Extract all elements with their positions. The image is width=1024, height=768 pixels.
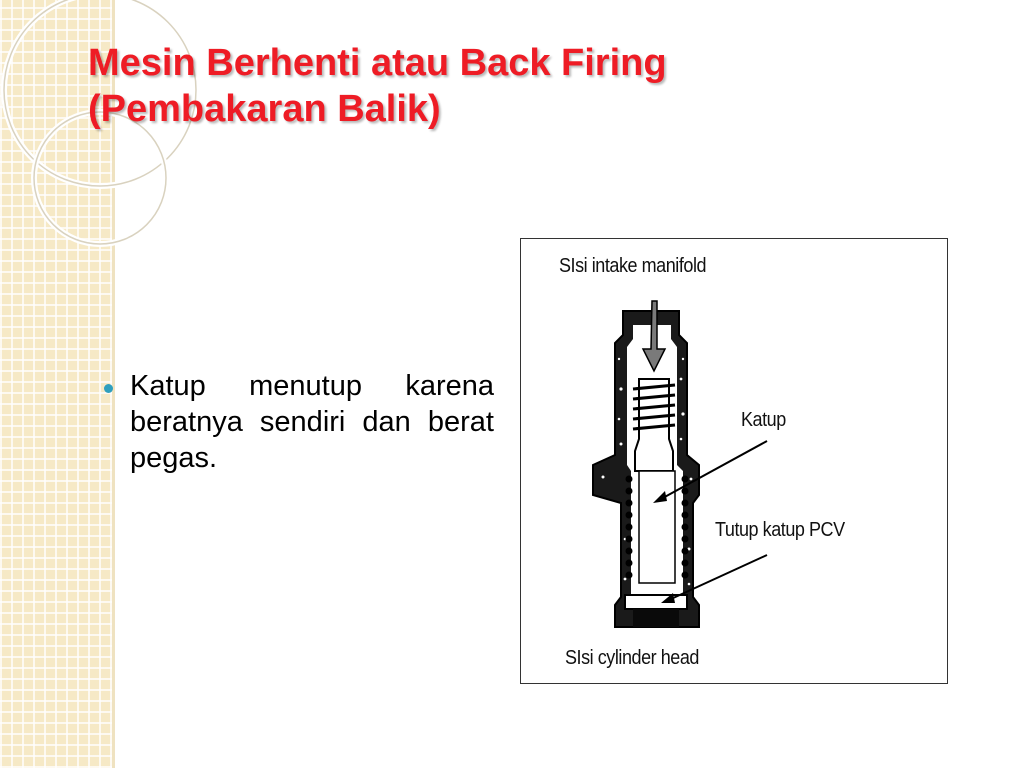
label-katup: Katup bbox=[741, 409, 786, 431]
bullet-item-text: Katup menutup karena beratnya sendiri dan berat pegas. bbox=[130, 370, 494, 474]
bottom-outlet-block bbox=[633, 609, 679, 627]
pcv-valve-cross-section-drawing bbox=[521, 239, 947, 683]
bullet-dot-icon bbox=[104, 384, 113, 393]
pcv-valve-figure bbox=[520, 238, 948, 684]
lower-valve-tube bbox=[639, 471, 675, 583]
bullet-list bbox=[104, 368, 494, 476]
slide-title-line-1: Mesin Berhenti atau Back Firing bbox=[88, 42, 667, 84]
label-intake-manifold-side: SIsi intake manifold bbox=[559, 255, 707, 277]
slide-title-line-2: (Pembakaran Balik) bbox=[88, 88, 441, 130]
label-cylinder-head-side: SIsi cylinder head bbox=[565, 647, 699, 669]
slide-title bbox=[88, 40, 988, 132]
bottom-valve-cap bbox=[625, 595, 687, 609]
label-tutup-katup-pcv: Tutup katup PCV bbox=[715, 519, 845, 541]
